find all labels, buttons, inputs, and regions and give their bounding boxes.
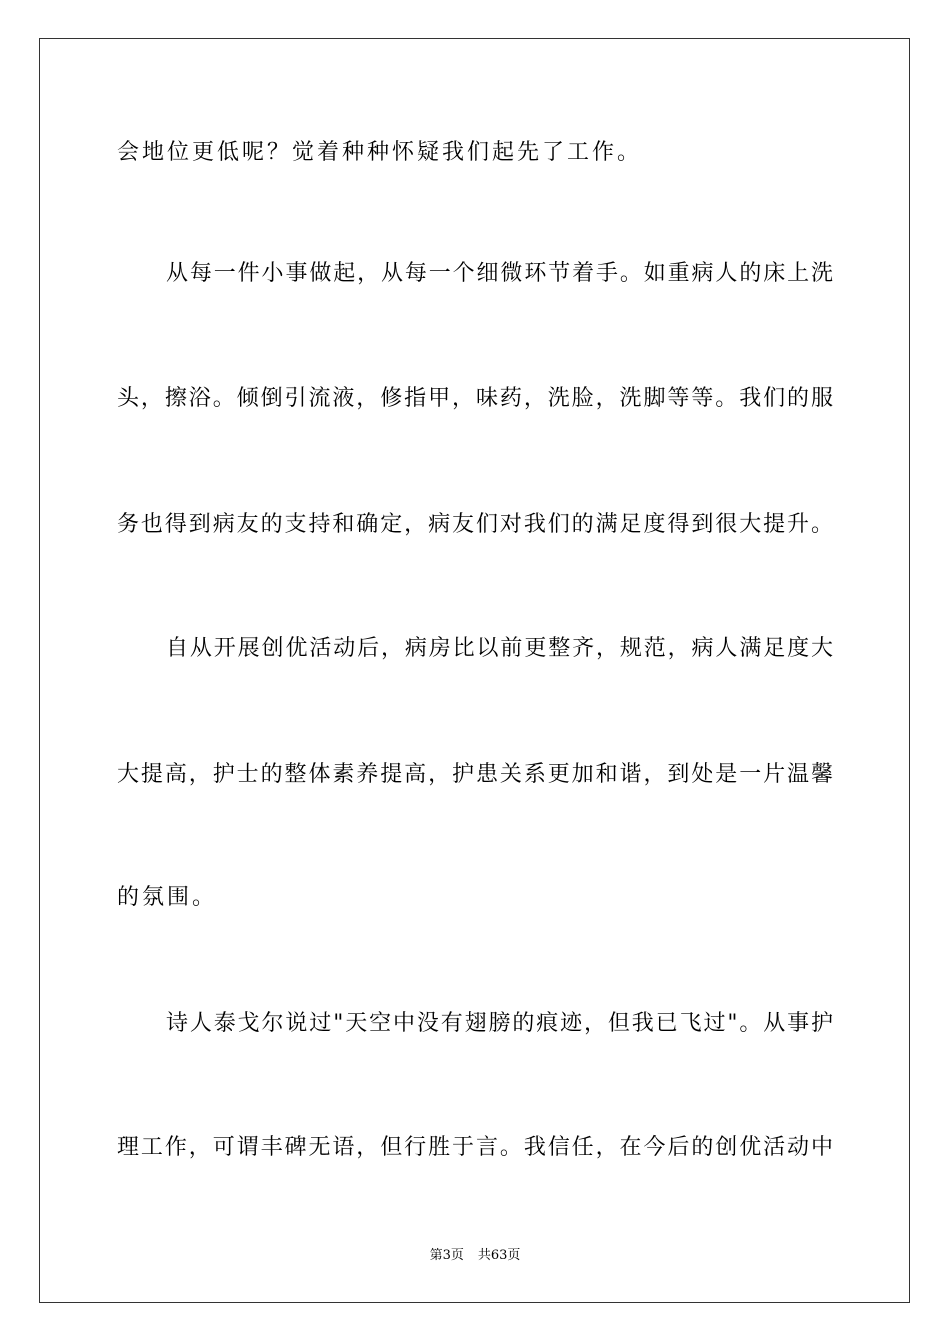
text-line-1: 会地位更低呢？觉着种种怀疑我们起先了工作。	[117, 140, 643, 165]
text-line-6: 大提高，护士的整体素养提高，护患关系更加和谐，到处是一片温馨	[117, 762, 833, 787]
page-total: 共63页	[477, 1248, 521, 1263]
text-line-7: 的氛围。	[117, 885, 218, 910]
page-footer	[0, 1247, 950, 1265]
text-line-8: 诗人泰戈尔说过"天空中没有翅膀的痕迹，但我已飞过"。从事护	[166, 1011, 833, 1036]
text-line-3: 头，擦浴。倾倒引流液，修指甲，味药，洗脸，洗脚等等。我们的服	[117, 386, 833, 411]
text-line-2: 从每一件小事做起，从每一个细微环节着手。如重病人的床上洗	[166, 261, 833, 286]
page-border	[39, 38, 910, 1303]
text-line-5: 自从开展创优活动后，病房比以前更整齐，规范，病人满足度大	[166, 636, 833, 661]
text-line-9: 理工作，可谓丰碑无语，但行胜于言。我信任，在今后的创优活动中	[117, 1135, 833, 1160]
page-number: 第3页	[429, 1248, 464, 1263]
text-line-4: 务也得到病友的支持和确定，病友们对我们的满足度得到很大提升。	[117, 512, 833, 537]
